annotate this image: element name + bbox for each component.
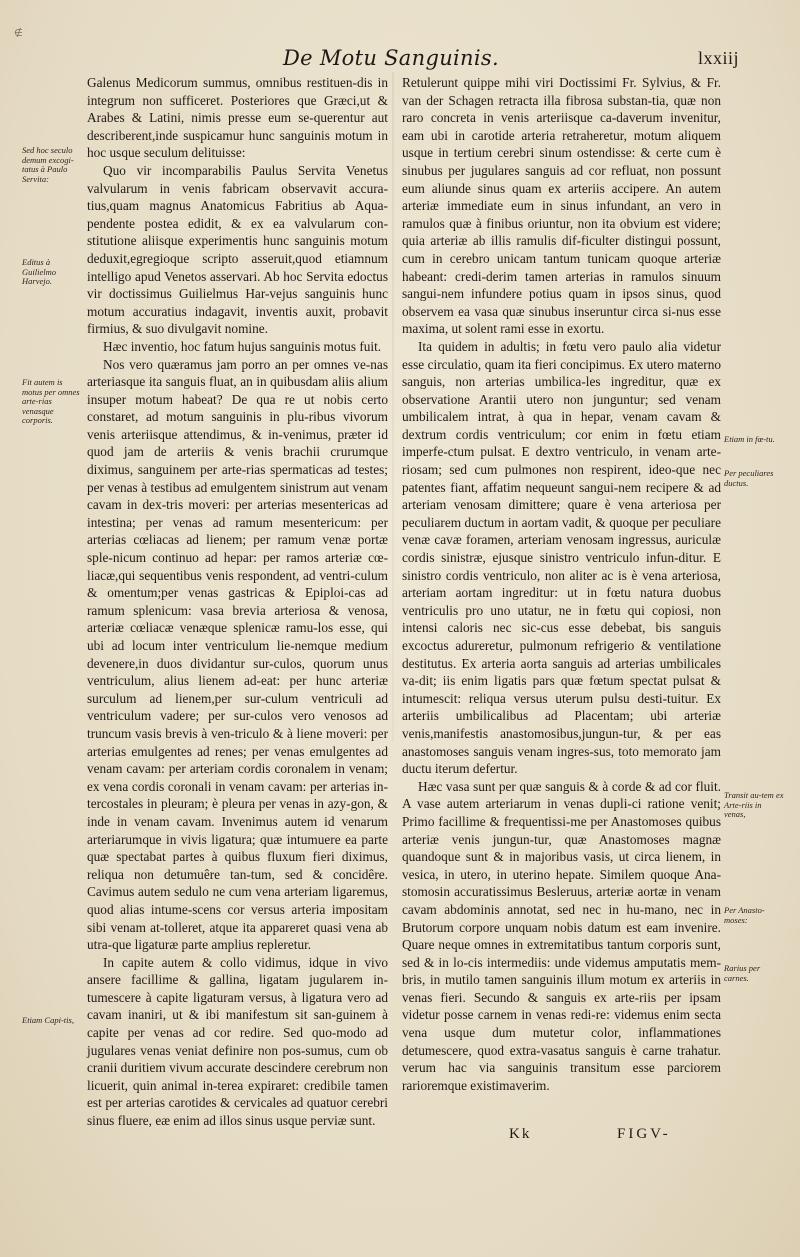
paragraph: Hæc vasa sunt per quæ sanguis & à corde & ad cor fluit. A vase autem arteriarum in venas dupli-ci ratione venit; Primo facillime & frequentissi-me per Anastomoses quibus arteriæ venis jungun-tur, quæ Anastomoses magnæ quandoque sunt & in majoribus vasis, ut circa lienem, in vesica, in utero, in uterino hepate. Similem quoque Ana-stomosin accuratissimus Besleruus, arteriæ aortæ in venam cavam abdominis annotat, sed nec in hu-mano, nec in Brutorum corpore unquam nobis datum est eam invenire. Quare neque omnes in extremitatibus tantum corporis sunt, sed & in lo-cis intermediis: unde videmus amputatis mem-bris, in mutilo tamen sanguinis illum motum ex arteriis in venas fieri. Secundo & sanguis ex arte-riis per ipsam videtur posse carnem in venas redi-re: videmus enim secta vena usque dum mutetur color, inflammationes detumescere, quod extra-vasatus sanguis è carne trahatur. verum hac via sanguinis transitum esse parciorem rarioremque existimaverim.: [402, 778, 721, 1093]
margin-note-right: Per peculiares ductus.: [724, 468, 774, 488]
paragraph: Retulerunt quippe mihi viri Doctissimi Fr. Sylvius, & Fr. van der Schagen retracta illa fibrosa substan-tia, quæ non raro concreta in venis arteriisque ca-daverum invenitur, eam ubi in carotide arteria retraheretur, motum aliquem usque in tertium cerebri sinum ostendisse: & certe cum è sinubus per jugulares sanguis ad cor refluat, non possunt eum aliunde sinus quam ex arteriis accipere. An autem arteriæ immediate eum in sinus infundant, an vero in ramulos quæ à finibus oriuntur, non ita obvium est videre; quia arteriæ ab illis ramulis dif-ficulter distingui possunt, cum in cerebro unicam tantum tunicam quoque arteriæ habeant: credi-derim tamen arterias in ramulos sinuum sangui-nem infundere potius quam in ipsos sinus, quod observem ea vasa quæ sinubus inseruntur circa si-nus esse maxima, ut solent rami esse in exortu.: [402, 75, 721, 337]
margin-note-left: Editus à Guilielmo Harvejo.: [22, 257, 56, 286]
margin-note-right: Transit au-tem ex Arte-riis in venas,: [724, 790, 784, 819]
paragraph: Nos vero quæramus jam porro an per omnes ve-nas arteriasque ita sanguis fluat, an in quibusdam aliis alium insuper motum habeat? De qua re ut nobis certo constaret, ad motum sanguinis in plu-ribus vivorum venis arteriisque attendimus, & in-venimus, præter id quod jam de arteriis & venis brachii crurumque diximus, sanguinem per arte-rias spermaticas ad testes; per venas à testibus ad emulgentem sinistrum aut venam cavam in dex-tris moveri: per arterias mesentericas ad intestina; per venas ad ramum mesentericum: per arterias cœliacas ad lienem; per ramum venæ portæ sple-nicum continuo ad hepar: per ramos arteriæ cœ-liacæ,qui sequentibus venis respondent, ad ventri-culum & omentum;per venas gastricas & Epiploi-cas ad ramum splenicum: vasa brevia arteriosa & venosa, arteriæ cœliacæ venæque splenicæ ramu-los esse, qui ubi ad locum inter ventriculum lie-nemque medium devenere,in duos dividantur sur-culos, quorum unus ventriculum, alius lienem ad-eat: per hunc arteriæ surculum ad lienem,per sur-culum ventriculi ad ventriculum vadere; per sur-culos vero venosos ad truncum vasis brevis à ven-triculo & à liene moveri: per arterias emulgentes ad renes; per venas emulgentes ad venam cavam: per arteriam cordis coronalem in venam; ex vena cordis coronali in venam cavam: per arterias in-tercostales in pleuram; è pleura per venas in azy-gon, & inde in venam cavam. Invenimus autem id venarum arteriarumque in vivis ligatura; quæ intumuere ea parte quæ spectabat partes à quibus fluxum fieri diximus, reliqua non detumuêre tan-tum, sed & concidêre. Cavimus autem sedulo ne cum vena arteriam ligaremus, quod alias intume-scens cor versus arteria impositam sibi venam at-tolleret, atque ita appareret quasi vena ab utra-que ligaturæ parte amplius repleretur.: [87, 356, 388, 953]
paragraph: Quo vir incomparabilis Paulus Servita Venetus valvularum in venis fabricam observavit accura-tius,quam magnus Anatomicus Fabritius ab Aqua-pendente postea edidit, & ex ea valvularum con-stitutione aliisque experimentis hunc sanguinis motum deduxit,egregioque scripto asseruit,quod etiamnum intelligo apud Venetos asservari. Ab hoc Servita edoctus vir doctissimus Guilielmus Har-vejus sanguinis hunc motum accuratius indagavit, inventis auxit, probavit firmius, & suo divulgavit nomine.: [87, 162, 388, 337]
paragraph: Hæc inventio, hoc fatum hujus sanguinis motus fuit.: [103, 338, 382, 354]
page-corner-mark: ∉: [14, 28, 23, 39]
signature-mark: Kk: [509, 1126, 532, 1142]
margin-note-right: Etiam in fœ-tu.: [724, 434, 775, 444]
paragraph: In capite autem & collo vidimus, idque in vivo ansere facillime & gallina, ligatam jugularem in-tumescere à capite ligaturam versus, à ligatura vero ad cavam inaniri, ut & ibi manifestum sit san-guinem à capite per venas ad cor redire. Sed quo-modo ad jugulares venas veniat definire non pos-sumus, cum ob cranii duritiem vivum accurate descindere cerebrum non licuerit, quin animal in-terea expiraret: credibile tamen est per arterias carotides & cervicales ad quatuor cerebri sinus fluere, eæ enim ad illos sinus usque perviæ sunt.: [87, 954, 388, 1129]
running-title: De Motu Sanguinis.: [283, 46, 499, 70]
margin-note-left: Etiam Capi-tis,: [22, 1015, 74, 1025]
left-column: [87, 74, 388, 1130]
paragraph: Ita quidem in adultis; in fœtu vero paulo alia videtur esse circulatio, quam ita fieri concipimus. Ex utero materno sanguis, non arterias umbilica-les ingreditur, quæ ex observatione Arantii utero non junguntur; sed venam umbilicalem intrat, à qua in hepar, venam cavam & dextrum cordis ventriculum; cor enim in fœtu etiam imperfe-ctum pulsat. E dextro ventriculo, in venam arte-riosam; sed cum pulmones non respirent, ideo-que nec patentes fiant, affatim nequeunt sangui-nem recipere & ad arteriam venosam dimittere; quare è vena arteriosa per peculiarem ductum in aortam vadit, & quoque per peculiare venæ cavæ foramen, arteriam venosam ingressus, auriculæ cordis sinistræ, ejusque sinistro ventriculo infun-ditur. E sinistro cordis ventriculo, non aliter ac is è vena arteriosa, arteriam aortam ingreditur: ut in fœtu natura duobus ventriculis pro uno utatur, ne in fœtu qui copiosi, non intensi caloris nec sic-cus esse debebat, bis sanguis excoctus adureretur, pulmonum refrigerio & ventilatione destitutus. Ex arteria aorta sanguis ad arterias umbilicales va-dit; iis enim ligatis pars quæ fœtum spectat pulsat & intumescit: reliqua versus uterum pulsu desti-tuitur. Ex arteriis umbilicalibus ad Placentam; ubi arteriæ venis,manifestis anastomosibus,jungun-tur, & per eas anastomoses sanguis venam ingres-sus, toto memorato jam ductu iterum defertur.: [402, 338, 721, 777]
catchword: FIGV-: [617, 1126, 671, 1142]
paragraph: Galenus Medicorum summus, omnibus restituen-dis in integrum non sufficeret. Posteriores que Græci,ut & Arabes & Latini, nimis presse eum se-querentur aut describerent,inde suspicamur hunc sanguinis motum in hoc usque seculum delituisse:: [87, 75, 388, 161]
page-number: lxxiij: [698, 48, 740, 68]
right-column: [402, 74, 721, 1094]
column-gutter: [392, 72, 394, 742]
margin-note-left: Sed hoc seculo demum excogi-tatus à Paulo Servita:: [22, 145, 74, 184]
margin-note-right: Per Anasto-moses:: [724, 905, 765, 925]
margin-note-left: Fit autem is motus per omnes arte-rias venasque corporis.: [22, 377, 80, 425]
margin-note-right: Rarius per carnes.: [724, 963, 761, 983]
running-head: [0, 42, 800, 72]
